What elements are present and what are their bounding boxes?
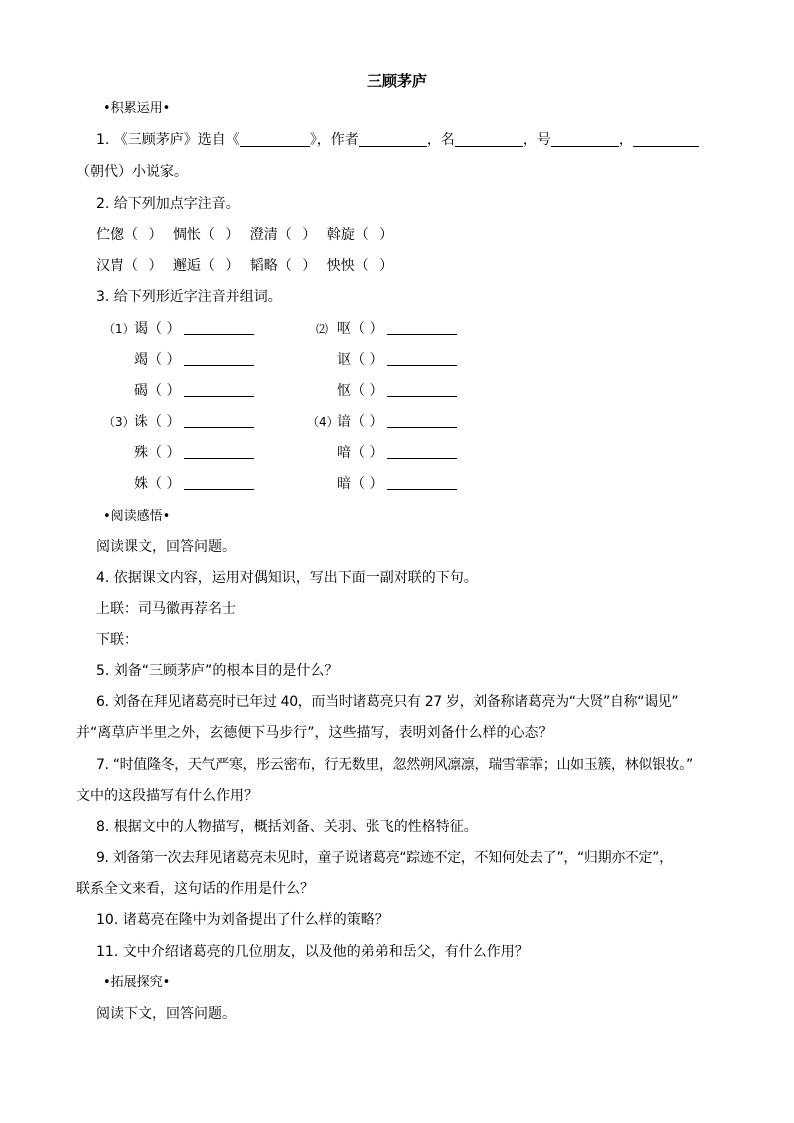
question-8: 8. 根据文中的人物描写，概括刘备、关羽、张飞的性格特征。 xyxy=(96,819,478,835)
question-2-stem: 2. 给下列加点字注音。 xyxy=(96,196,240,212)
answer-line[interactable] xyxy=(184,334,254,335)
group-1-label: （1） xyxy=(103,322,135,336)
answer-line[interactable] xyxy=(387,396,457,397)
char-item: 碣（ ） xyxy=(134,383,181,399)
question-7-line-2: 文中的这段描写有什么作用？ xyxy=(76,788,258,804)
group-3-label: （3） xyxy=(103,415,135,429)
blank-name[interactable] xyxy=(455,132,523,147)
answer-line[interactable] xyxy=(184,458,254,459)
blank-alias[interactable] xyxy=(551,132,619,147)
group-4-label: （4） xyxy=(307,415,339,429)
question-2-row-2: 汉胄（ ） 邂逅（ ） 韬略（ ） 怏怏（ ） xyxy=(96,258,394,274)
question-10: 10. 诸葛亮在隆中为刘备提出了什么样的策略？ xyxy=(96,912,389,928)
question-2-row-1: 伫偬（ ） 惆怅（ ） 澄清（ ） 斡旋（ ） xyxy=(96,227,394,243)
page-title: 三顾茅庐 xyxy=(366,72,427,90)
reading-intro: 阅读课文，回答问题。 xyxy=(96,539,236,555)
question-4-stem: 4. 依据课文内容，运用对偶知识，写出下面一副对联的下句。 xyxy=(96,570,478,586)
char-item: 暗（ ） xyxy=(337,476,384,492)
char-item: 竭（ ） xyxy=(134,352,181,368)
question-6-line-1: 6. 刘备在拜见诸葛亮时已年过 40，而当时诸葛亮只有 27 岁，刘备称诸葛亮为“大贤”自称“谒见” xyxy=(96,694,679,710)
blank-source-book[interactable] xyxy=(240,132,310,147)
answer-line[interactable] xyxy=(184,365,254,366)
answer-line[interactable] xyxy=(184,489,254,490)
answer-line[interactable] xyxy=(387,458,457,459)
question-9-line-1: 9. 刘备第一次去拜见诸葛亮未见时，童子说诸葛亮“踪迹不定，不知何处去了”，“归期亦不定”， xyxy=(96,850,673,866)
question-1-line-2: （朝代）小说家。 xyxy=(76,164,188,180)
question-1-line-1: 1. 《三顾茅庐》选自《 》，作者 ，名 ，号 ， xyxy=(96,131,699,149)
question-5: 5. 刘备“三顾茅庐”的根本目的是什么？ xyxy=(96,663,339,679)
blank-author[interactable] xyxy=(359,132,427,147)
char-item: 怄（ ） xyxy=(337,383,384,399)
char-item: 殊（ ） xyxy=(134,445,181,461)
char-item: 谒（ ） xyxy=(134,321,181,337)
question-3-stem: 3. 给下列形近字注音并组词。 xyxy=(96,289,282,305)
char-item: 谙（ ） xyxy=(337,414,384,430)
group-2-label: ⑵ xyxy=(316,322,329,336)
couplet-upper: 上联：司马徽再荐名士 xyxy=(96,601,236,617)
char-item: 喑（ ） xyxy=(337,445,384,461)
section-reading: •阅读感悟• xyxy=(103,509,171,524)
extension-intro: 阅读下文，回答问题。 xyxy=(96,1006,236,1022)
answer-line[interactable] xyxy=(184,427,254,428)
answer-line[interactable] xyxy=(184,396,254,397)
couplet-lower: 下联： xyxy=(96,632,138,648)
char-item: 讴（ ） xyxy=(337,352,384,368)
answer-line[interactable] xyxy=(387,489,457,490)
char-item: 诛（ ） xyxy=(134,414,181,430)
section-accumulation: •积累运用• xyxy=(103,101,171,116)
section-extension: •拓展探究• xyxy=(103,975,171,990)
question-6-line-2: 并“离草庐半里之外，玄德便下马步行”，这些描写，表明刘备什么样的心态？ xyxy=(76,725,553,741)
char-item: 呕（ ） xyxy=(337,321,384,337)
question-9-line-2: 联系全文来看，这句话的作用是什么？ xyxy=(76,881,314,897)
question-11: 11. 文中介绍诸葛亮的几位朋友，以及他的弟弟和岳父，有什么作用？ xyxy=(96,944,529,960)
char-item: 姝（ ） xyxy=(134,476,181,492)
question-7-line-1: 7. “时值隆冬，天气严寒，彤云密布，行无数里，忽然朔风凛凛，瑞雪霏霏；山如玉簇，林似银妆。” xyxy=(96,757,693,773)
answer-line[interactable] xyxy=(387,365,457,366)
blank-dynasty[interactable] xyxy=(633,132,699,147)
answer-line[interactable] xyxy=(387,334,457,335)
answer-line[interactable] xyxy=(387,427,457,428)
